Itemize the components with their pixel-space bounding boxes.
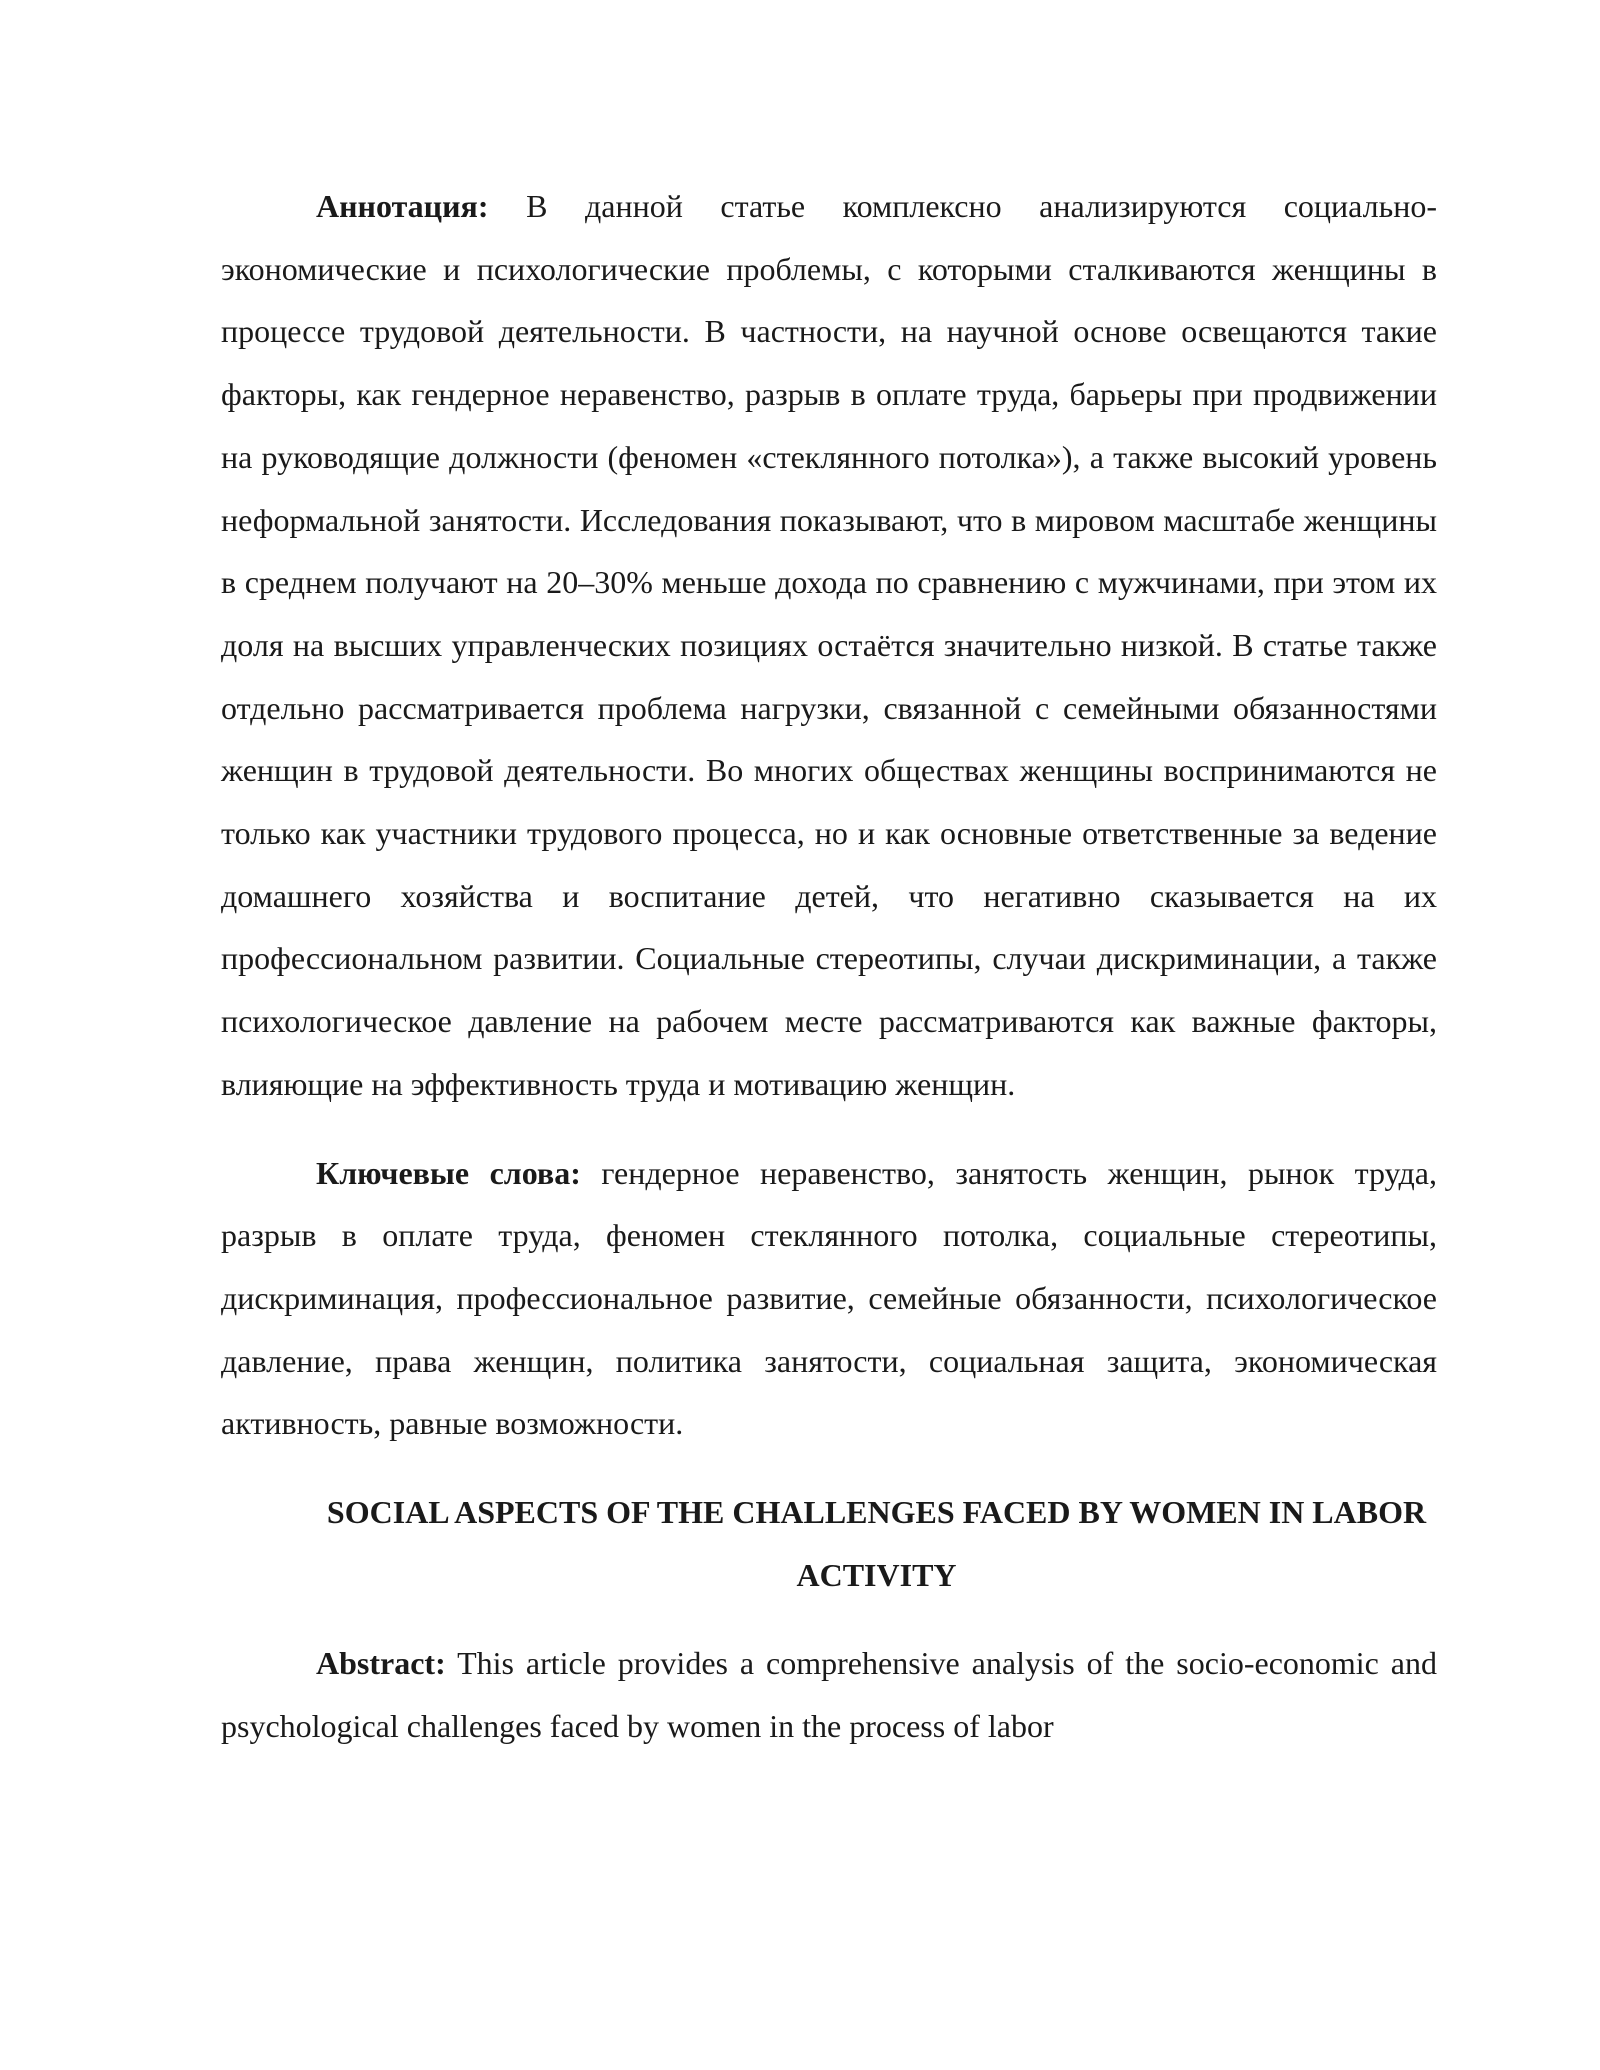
article-title: SOCIAL ASPECTS OF THE CHALLENGES FACED BY WOMEN IN LABOR ACTIVITY <box>326 1494 1427 1593</box>
keywords-text: гендерное неравенство, занятость женщин, рынок труда, разрыв в оплате труда, феномен стеклянного потолка, социальные стереотипы, дискриминация, профессиональное развитие, семейные обязанности, психологическое давление, права женщин, политика занятости, социальная защита, экономическая активность, равные возможности. <box>221 1154 1437 1442</box>
document-page <box>221 175 1437 1758</box>
abstract-label: Abstract: <box>316 1645 446 1682</box>
annotation-text: В данной статье комплексно анализируются социально-экономические и психологические проблемы, с которыми сталкиваются женщины в процессе трудовой деятельности. В частности, на научной основе освещаются такие факторы, как гендерное неравенство, разрыв в оплате труда, барьеры при продвижении на руководящие должности (феномен «стеклянного потолка»), а также высокий уровень неформальной занятости. Исследования показывают, что в мировом масштабе женщины в среднем получают на 20–30% меньше дохода по сравнению с мужчинами, при этом их доля на высших управленческих позициях остаётся значительно низкой. В статье также отдельно рассматривается проблема нагрузки, связанной с семейными обязанностями женщин в трудовой деятельности. Во многих обществах женщины воспринимаются не только как участники трудового процесса, но и как основные ответственные за ведение домашнего хозяйства и воспитание детей, что негативно сказывается на их профессиональном развитии. Социальные стереотипы, случаи дискриминации, а также психологическое давление на рабочем месте рассматриваются как важные факторы, влияющие на эффективность труда и мотивацию женщин. <box>221 188 1438 1102</box>
abstract-paragraph <box>221 1632 1437 1757</box>
annotation-paragraph <box>221 175 1437 1116</box>
abstract-text: This article provides a comprehensive analysis of the socio-economic and psychological challenges faced by women in the process of labor <box>221 1645 1438 1745</box>
keywords-label: Ключевые слова: <box>316 1154 581 1191</box>
annotation-label: Аннотация: <box>316 188 489 224</box>
keywords-paragraph <box>221 1142 1437 1456</box>
